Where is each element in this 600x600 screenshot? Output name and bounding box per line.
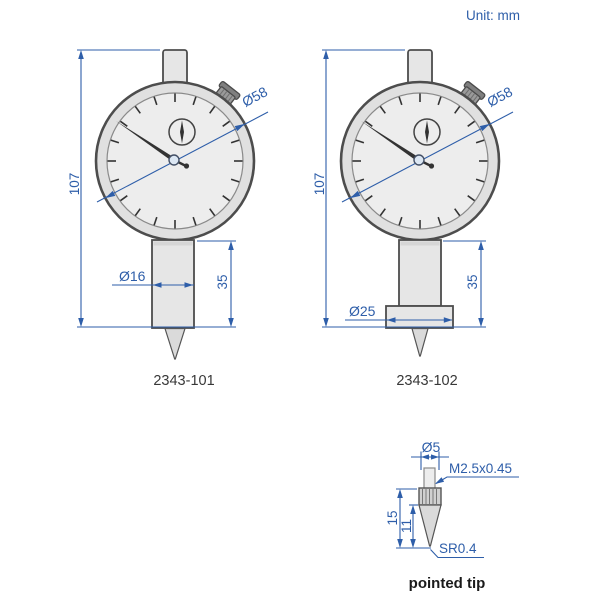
tip-radius-dim: SR0.4 — [439, 541, 477, 556]
gauge2-base-diameter-dim: Ø25 — [349, 303, 376, 319]
gauge2-model-label: 2343-102 — [396, 373, 458, 389]
gauge1-height-dim: 107 — [67, 172, 82, 196]
gauge2-base-height-dim: 35 — [465, 274, 480, 290]
tip-cone-length-dim: 11 — [399, 518, 414, 534]
pointed-tip-detail — [385, 439, 519, 592]
gauge1-cylinder-shade — [154, 242, 193, 246]
tip-dimensions — [385, 439, 519, 558]
gauge-2343-102 — [312, 50, 515, 389]
gauge1-pointed-tip — [165, 329, 185, 360]
tip-thread-dim: M2.5x0.45 — [449, 461, 513, 476]
tip-overall-length-dim: 15 — [385, 510, 400, 526]
gauge1-counterweight — [184, 163, 189, 168]
tip-shank-diameter-dim: Ø5 — [421, 439, 441, 455]
gauge1-needle-hub — [169, 155, 179, 165]
gauge1-base-diameter-dim: Ø16 — [119, 268, 146, 284]
gauge1-base-height-dim: 35 — [215, 274, 230, 290]
tip-caption: pointed tip — [408, 575, 486, 592]
gauge-2343-101 — [67, 50, 270, 389]
gauge2-height-dim: 107 — [312, 172, 327, 196]
gauge2-stem-cylinder — [399, 240, 441, 306]
gauge1-dial-diameter-dim: Ø58 — [239, 83, 271, 110]
gauge2-counterweight — [429, 163, 434, 168]
gauge2-needle-hub — [414, 155, 424, 165]
tip-body — [419, 468, 441, 546]
unit-label: Unit: mm — [466, 8, 520, 23]
gauge2-base-flange — [386, 306, 453, 328]
gauge2-dial-diameter-dim: Ø58 — [484, 83, 516, 110]
gauge2-pointed-tip — [412, 329, 428, 357]
tip-cone — [419, 505, 441, 546]
gauge1-model-label: 2343-101 — [153, 373, 215, 389]
tip-thread-stud — [424, 468, 435, 489]
gauge2-stem-shade — [401, 242, 440, 246]
